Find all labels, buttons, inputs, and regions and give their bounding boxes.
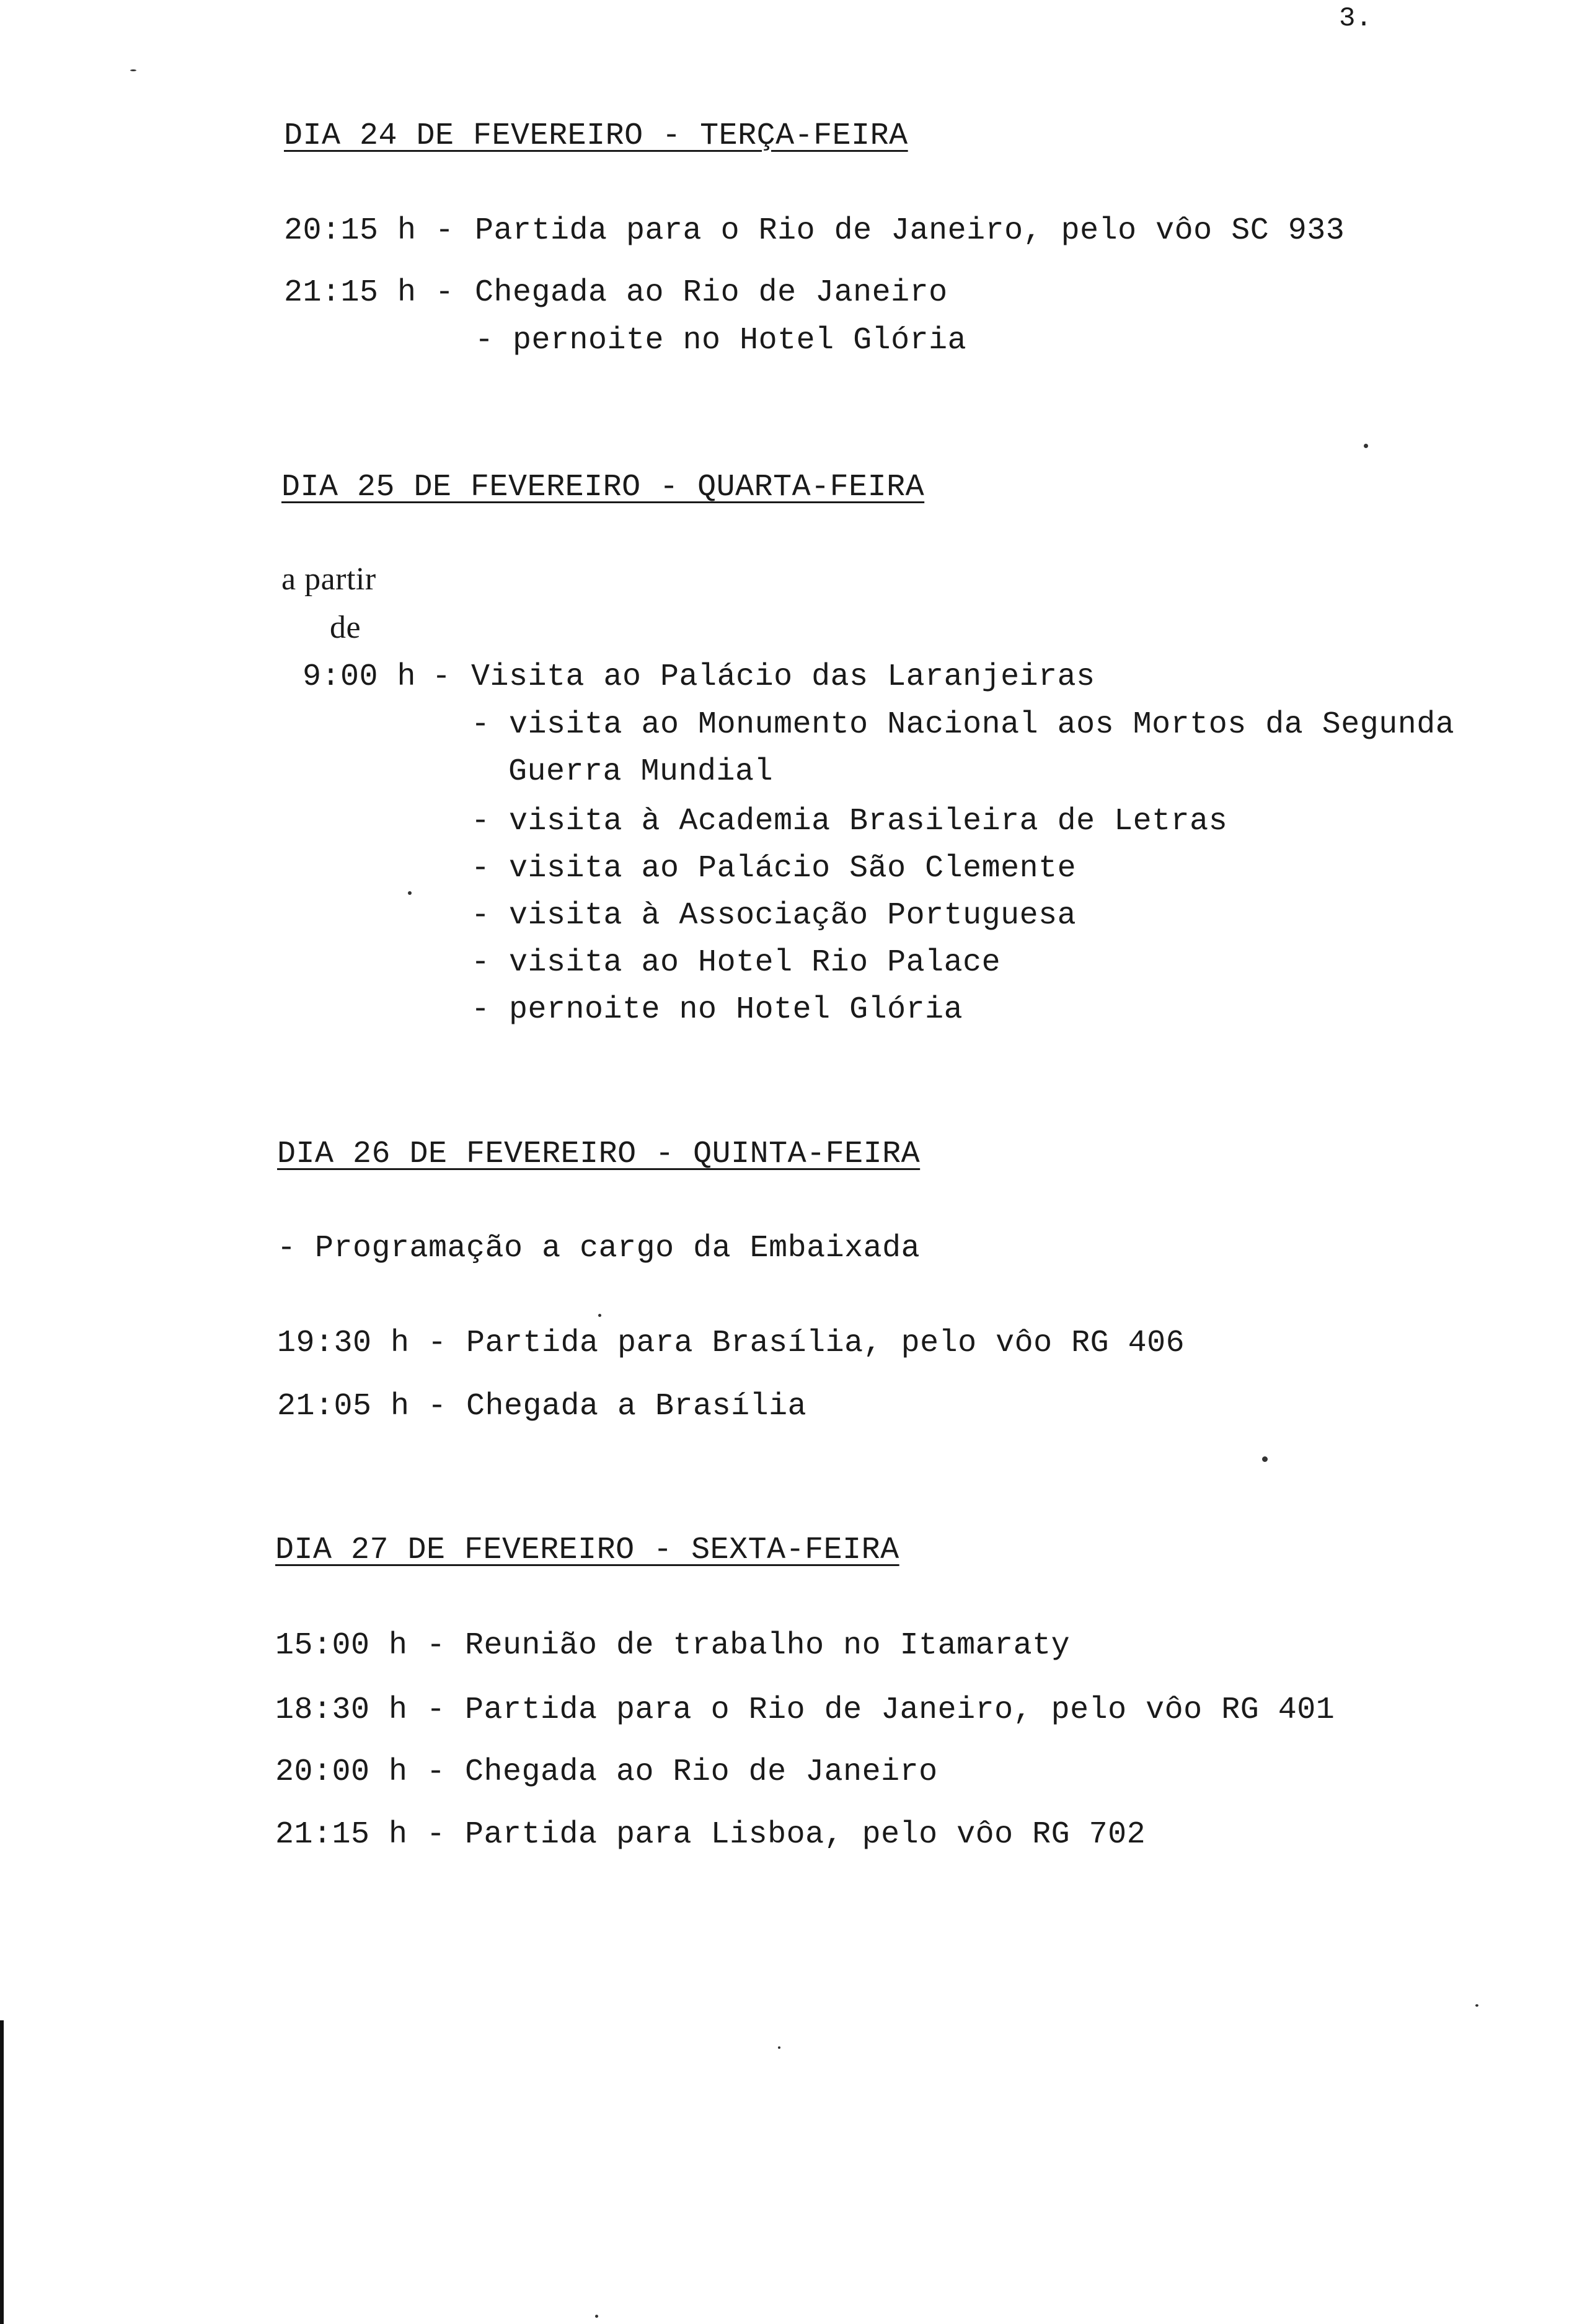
day-heading-27: DIA 27 DE FEVEREIRO - SEXTA-FEIRA: [275, 1533, 899, 1568]
schedule-entry: - pernoite no Hotel Glória: [471, 992, 963, 1028]
scan-edge-shadow: [0, 2020, 4, 2324]
dash: -: [435, 213, 454, 249]
time-entry: 20:00 h: [275, 1754, 408, 1790]
schedule-entry: Partida para o Rio de Janeiro, pelo vôo RG 401: [465, 1692, 1335, 1728]
scan-speck: [130, 69, 136, 71]
de-label: de: [330, 610, 361, 645]
schedule-entry: - visita à Associação Portuguesa: [471, 898, 1077, 933]
schedule-entry: Guerra Mundial: [508, 754, 774, 790]
schedule-entry: Chegada ao Rio de Janeiro: [475, 275, 948, 310]
dash: -: [432, 659, 451, 695]
schedule-entry: - Programação a cargo da Embaixada: [277, 1231, 921, 1266]
scan-speck: [598, 1314, 601, 1317]
dash: -: [426, 1692, 446, 1728]
dash: -: [435, 275, 454, 310]
dash: -: [426, 1628, 446, 1663]
scan-speck: [1475, 2004, 1478, 2007]
dash: -: [428, 1389, 447, 1424]
schedule-entry: - visita à Academia Brasileira de Letras: [471, 804, 1228, 839]
time-entry: 15:00 h: [275, 1628, 408, 1663]
schedule-entry: - visita ao Monumento Nacional aos Mortos da Segunda: [471, 707, 1455, 742]
schedule-entry: Chegada ao Rio de Janeiro: [465, 1754, 938, 1790]
schedule-entry: - pernoite no Hotel Glória: [475, 323, 967, 358]
dash: -: [428, 1326, 447, 1361]
time-entry: 19:30 h: [277, 1326, 410, 1361]
time-entry: 20:15 h: [284, 213, 417, 249]
schedule-entry: Partida para o Rio de Janeiro, pelo vôo SC 933: [475, 213, 1345, 249]
schedule-entry: Reunião de trabalho no Itamaraty: [465, 1628, 1071, 1663]
day-heading-26: DIA 26 DE FEVEREIRO - QUINTA-FEIRA: [277, 1137, 921, 1172]
schedule-entry: - visita ao Palácio São Clemente: [471, 851, 1077, 886]
schedule-entry: Chegada a Brasília: [466, 1389, 807, 1424]
dash: -: [426, 1754, 446, 1790]
time-entry: 21:05 h: [277, 1389, 410, 1424]
schedule-entry: Visita ao Palácio das Laranjeiras: [471, 659, 1095, 695]
page-number: 3.: [1339, 3, 1372, 34]
day-heading-24: DIA 24 DE FEVEREIRO - TERÇA-FEIRA: [284, 118, 908, 154]
scan-speck: [1364, 444, 1368, 448]
a-partir-label: a partir: [281, 561, 376, 597]
scan-speck: [778, 2046, 780, 2049]
time-entry: 21:15 h: [284, 275, 417, 310]
time-entry: 9:00 h: [303, 659, 417, 695]
scan-speck: [408, 891, 412, 895]
schedule-entry: - visita ao Hotel Rio Palace: [471, 945, 1001, 980]
scan-speck: [595, 2315, 598, 2318]
dash: -: [426, 1817, 446, 1852]
schedule-entry: Partida para Brasília, pelo vôo RG 406: [466, 1326, 1185, 1361]
time-entry: 18:30 h: [275, 1692, 408, 1728]
schedule-entry: Partida para Lisboa, pelo vôo RG 702: [465, 1817, 1146, 1852]
day-heading-25: DIA 25 DE FEVEREIRO - QUARTA-FEIRA: [281, 470, 925, 505]
scan-speck: [1262, 1456, 1268, 1462]
time-entry: 21:15 h: [275, 1817, 408, 1852]
